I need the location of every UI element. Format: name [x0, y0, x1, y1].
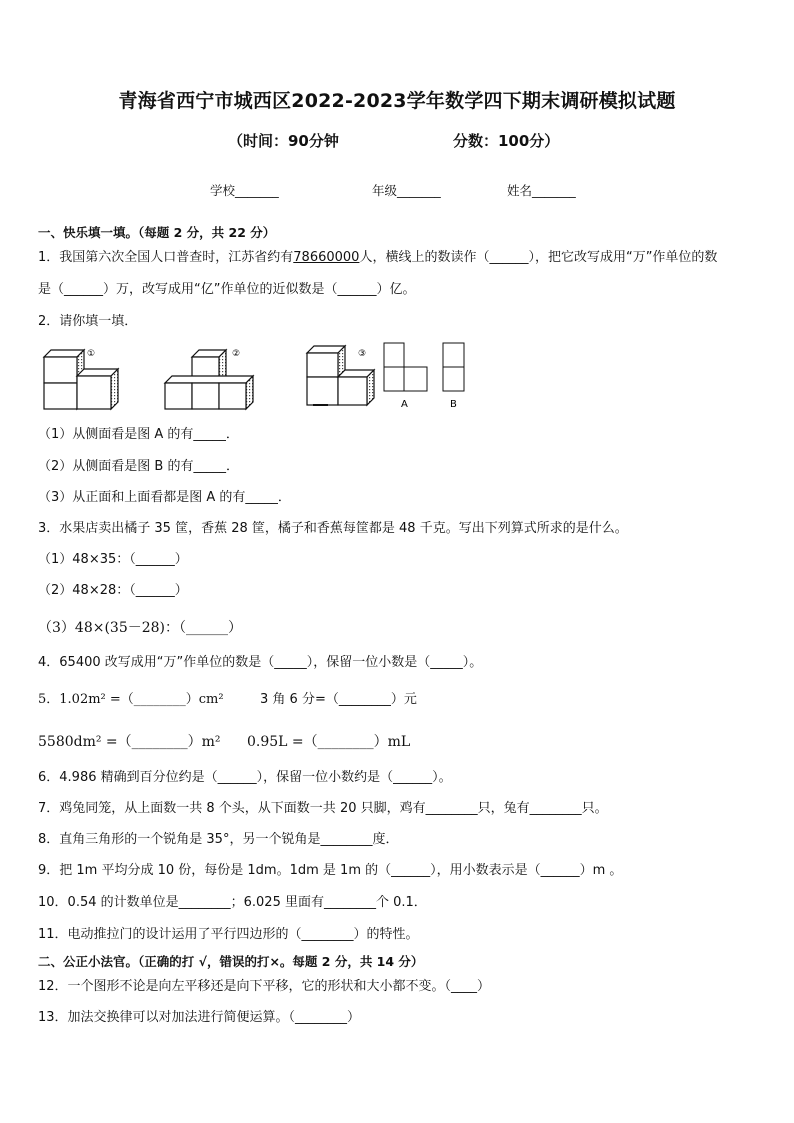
question-5-d: 0.95L =（________）mL [247, 734, 411, 750]
question-11: 11．电动推拉门的设计运用了平行四边形的（________）的特性。 [38, 927, 419, 942]
question-6: 6．4.986 精确到百分位约是（______），保留一位小数约是（______）。 [38, 770, 452, 785]
cube-figures [0, 335, 794, 415]
view-b [443, 343, 464, 391]
question-3-sub-3: （3）48×(35－28)：（______） [38, 620, 243, 636]
question-4: 4．65400 改写成用“万”作单位的数是（_____），保留一位小数是（_____）。 [38, 655, 483, 670]
question-3-sub-2: （2）48×28：（______） [38, 583, 188, 598]
school-field: 学校_______ [210, 183, 279, 198]
name-field: 姓名_______ [507, 183, 576, 198]
view-a [384, 343, 427, 391]
question-8: 8．直角三角形的一个锐角是 35°，另一个锐角是________度． [38, 832, 399, 847]
view-a-label: A [401, 399, 408, 410]
exam-score: 分数：100分） [453, 132, 560, 150]
question-2-sub-2: （2）从侧面看是图 B 的有_____． [38, 459, 239, 474]
question-5-a: 5．1.02m² =（________）cm² [38, 692, 224, 707]
question-3-sub-1: （1）48×35：（______） [38, 552, 188, 567]
section-2-heading: 二、公正小法官。（正确的打 √，错误的打×。每题 2 分，共 14 分） [38, 954, 424, 969]
section-1-heading: 一、快乐填一填。（每题 2 分，共 22 分） [38, 225, 276, 240]
q1-number: 78660000 [293, 250, 360, 265]
grade-field: 年级_______ [372, 183, 441, 198]
question-12: 12．一个图形不论是向左平移还是向下平移，它的形状和大小都不变。（____） [38, 979, 491, 994]
question-2-sub-1: （1）从侧面看是图 A 的有_____． [38, 427, 239, 442]
q1-text-a: 1．我国第六次全国人口普查时，江苏省约有 [38, 250, 294, 265]
question-1-line-2: 是（______）万，改写成用“亿”作单位的近似数是（______）亿。 [38, 282, 416, 297]
figure-1 [44, 350, 118, 409]
view-b-label: B [450, 399, 457, 410]
question-2-stem: 2．请你填一填． [38, 314, 138, 329]
question-1-line-1 [38, 250, 717, 266]
question-13: 13．加法交换律可以对加法进行简便运算。（________） [38, 1010, 361, 1025]
q1-text-b: 人，横线上的数读作（______），把它改写成用“万”作单位的数 [359, 250, 718, 265]
question-3-stem: 3．水果店卖出橘子 35 筐，香蕉 28 筐，橘子和香蕉每筐都是 48 千克。写出下列算式所求的是什么。 [38, 521, 628, 536]
question-2-sub-3: （3）从正面和上面看都是图 A 的有_____． [38, 490, 291, 505]
exam-time: （时间：90分钟 [228, 132, 339, 150]
page-title: 青海省西宁市城西区2022-2023学年数学四下期末调研模拟试题 [118, 90, 676, 112]
question-5-b: 3 角 6 分=（________）元 [260, 692, 417, 707]
figure-2-label: ② [232, 349, 241, 359]
question-9: 9．把 1m 平均分成 10 份，每份是 1dm。1dm 是 1m 的（______），用小数表示是（______）m 。 [38, 863, 623, 878]
question-5-c: 5580dm² =（________）m² [38, 734, 221, 750]
figure-3-label: ③ [358, 349, 367, 359]
question-7: 7．鸡兔同笼，从上面数一共 8 个头，从下面数一共 20 只脚，鸡有________只，兔有________只。 [38, 801, 608, 816]
question-10: 10．0.54 的计数单位是________；6.025 里面有________个 0.1． [38, 895, 427, 910]
figure-1-label: ① [87, 349, 96, 359]
